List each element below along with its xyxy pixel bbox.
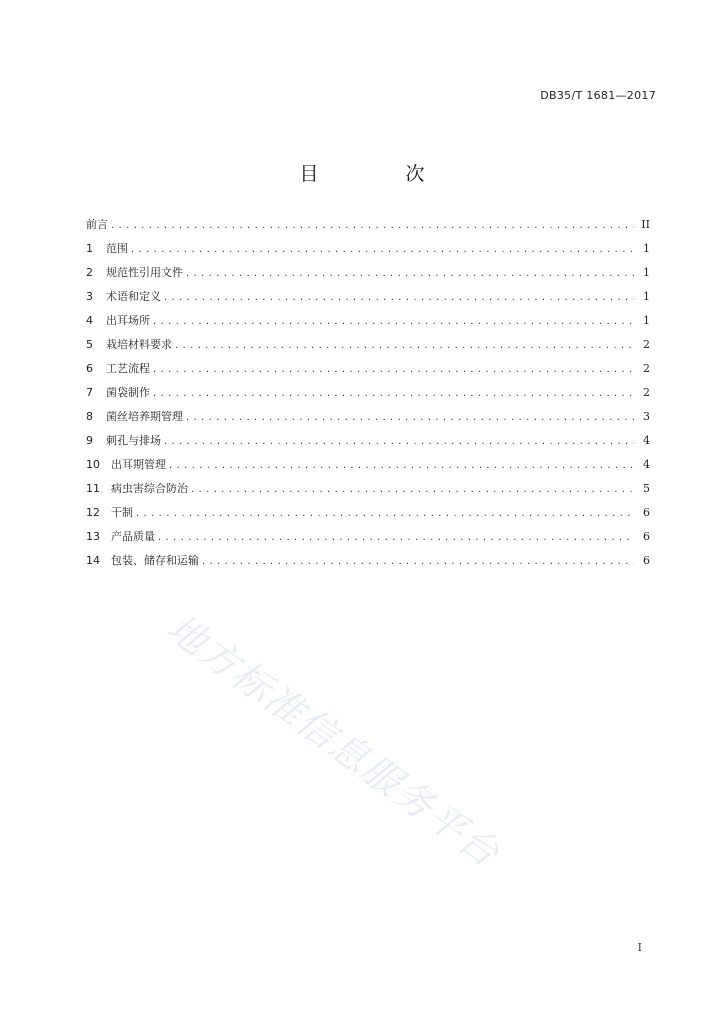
toc-entry-label: 菌袋制作 (106, 386, 150, 399)
toc-entry-page: 4 (643, 458, 650, 471)
toc-entry-number: 3 (86, 290, 93, 303)
toc-leader-dots (164, 292, 634, 303)
toc-entry-number: 10 (86, 458, 100, 471)
toc-entry-13[interactable] (86, 528, 650, 552)
toc-entry-number: 1 (86, 242, 93, 255)
toc-entry-12[interactable] (86, 504, 650, 528)
toc-entry-page: 1 (643, 290, 650, 303)
toc-leader-dots (191, 484, 634, 495)
toc-entry-page: 5 (643, 482, 650, 495)
toc-leader-dots (169, 460, 634, 471)
toc-leader-dots (186, 412, 634, 423)
toc-entry-label: 菌丝培养期管理 (106, 410, 183, 423)
toc-entry-label: 干制 (111, 506, 133, 519)
table-of-contents (86, 216, 650, 576)
toc-entry-page: 2 (643, 362, 650, 375)
toc-leader-dots (131, 244, 634, 255)
toc-entry-label: 刺孔与排场 (106, 434, 161, 447)
toc-leader-dots (175, 340, 634, 351)
toc-leader-dots (202, 556, 634, 567)
toc-entry-9[interactable] (86, 432, 650, 456)
toc-entry-7[interactable] (86, 384, 650, 408)
toc-leader-dots (136, 508, 634, 519)
toc-entry-number: 6 (86, 362, 93, 375)
page-number: I (637, 941, 642, 954)
toc-entry-4[interactable] (86, 312, 650, 336)
toc-entry-number: 5 (86, 338, 93, 351)
toc-entry-2[interactable] (86, 264, 650, 288)
watermark: 地方标准信息服务平台 (158, 605, 509, 877)
toc-entry-6[interactable] (86, 360, 650, 384)
toc-leader-dots (158, 532, 634, 543)
toc-entry-14[interactable] (86, 552, 650, 576)
toc-leader-dots (153, 364, 634, 375)
toc-entry-number: 7 (86, 386, 93, 399)
toc-entry-label: 出耳场所 (106, 314, 150, 327)
toc-entry-page: 6 (643, 506, 650, 519)
toc-entry-page: 1 (643, 266, 650, 279)
toc-entry-1[interactable] (86, 240, 650, 264)
toc-entry-label: 包装、储存和运输 (111, 554, 199, 567)
toc-entry-page: 1 (643, 242, 650, 255)
toc-entry-number: 4 (86, 314, 93, 327)
toc-entry-page: 4 (643, 434, 650, 447)
toc-entry-label: 工艺流程 (106, 362, 150, 375)
toc-entry-11[interactable] (86, 480, 650, 504)
toc-leader-dots (153, 388, 634, 399)
toc-entry-number: 13 (86, 530, 100, 543)
toc-entry-page: 2 (643, 386, 650, 399)
toc-entry-page: 6 (643, 554, 650, 567)
toc-entry-number: 11 (86, 482, 100, 495)
toc-entry-page: II (641, 218, 650, 231)
toc-entry-label: 栽培材料要求 (106, 338, 172, 351)
toc-entry-number: 2 (86, 266, 93, 279)
toc-entry-page: 6 (643, 530, 650, 543)
toc-entry-number: 9 (86, 434, 93, 447)
toc-leader-dots (153, 316, 634, 327)
toc-title: 目 次 (299, 163, 459, 185)
toc-entry-label: 前言 (86, 218, 108, 231)
toc-entry-page: 2 (643, 338, 650, 351)
toc-entry-number: 8 (86, 410, 93, 423)
toc-entry-8[interactable] (86, 408, 650, 432)
toc-entry-page: 3 (643, 410, 650, 423)
toc-entry-page: 1 (643, 314, 650, 327)
toc-entry-3[interactable] (86, 288, 650, 312)
toc-entry-label: 产品质量 (111, 530, 155, 543)
toc-leader-dots (111, 220, 634, 231)
toc-entry-5[interactable] (86, 336, 650, 360)
toc-entry-label: 术语和定义 (106, 290, 161, 303)
toc-entry-label: 出耳期管理 (111, 458, 166, 471)
toc-entry-label: 病虫害综合防治 (111, 482, 188, 495)
toc-leader-dots (164, 436, 634, 447)
toc-entry-label: 范围 (106, 242, 128, 255)
standard-code: DB35/T 1681—2017 (540, 89, 656, 102)
toc-entry-label: 规范性引用文件 (106, 266, 183, 279)
toc-entry-10[interactable] (86, 456, 650, 480)
toc-entry-foreword[interactable] (86, 216, 650, 240)
toc-entry-number: 14 (86, 554, 100, 567)
toc-leader-dots (186, 268, 634, 279)
toc-entry-number: 12 (86, 506, 100, 519)
